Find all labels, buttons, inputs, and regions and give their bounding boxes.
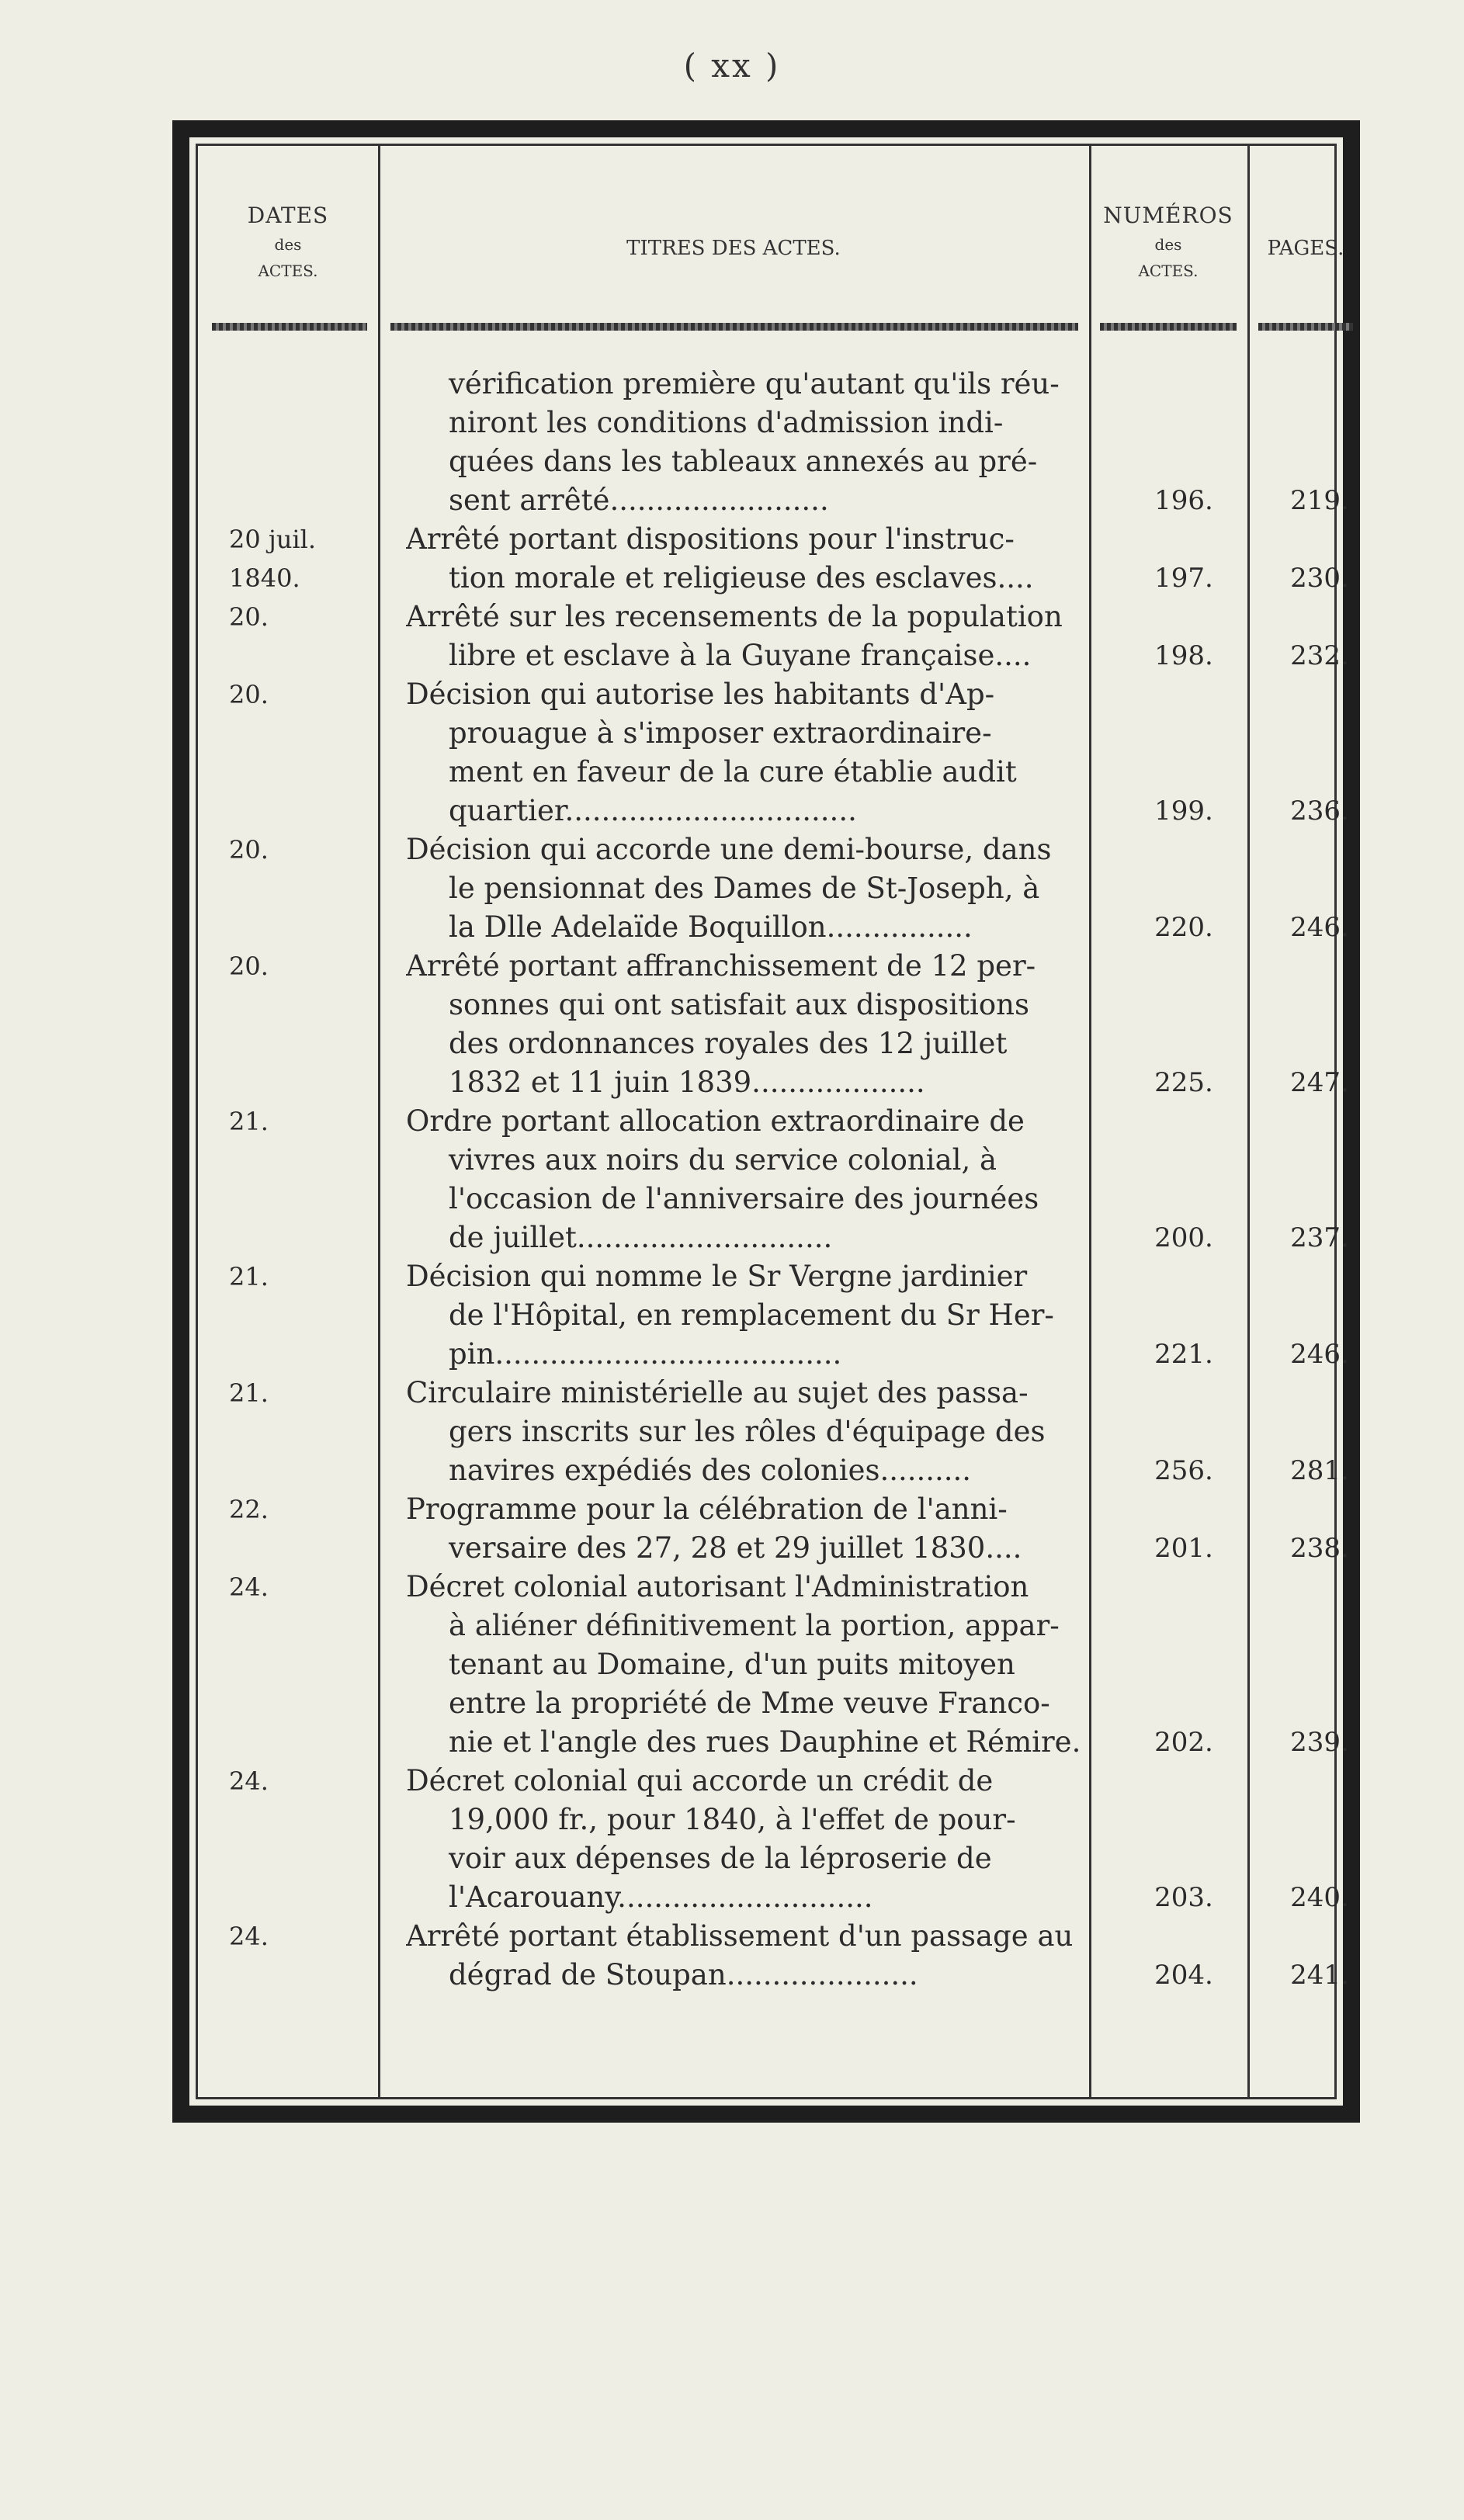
header-pages-label: PAGES. (1267, 237, 1344, 260)
act-title (406, 520, 1105, 598)
act-title-line: vérification première qu'autant qu'ils réu- (449, 367, 1060, 400)
act-title-line: l'Acarouany............................ (449, 1880, 873, 1914)
act-title (406, 598, 1105, 675)
act-number: 220. (1154, 912, 1213, 943)
act-number: 197. (1154, 563, 1213, 594)
act-title-line: tenant au Domaine, d'un puits mitoyen (449, 1648, 1015, 1681)
act-page: 246. (1290, 912, 1349, 943)
act-title-line: le pensionnat des Dames de St-Joseph, à (449, 872, 1040, 905)
act-page: 246. (1290, 1339, 1349, 1370)
act-number: 201. (1154, 1533, 1213, 1564)
act-number: 202. (1154, 1727, 1213, 1758)
act-title-line: des ordonnances royales des 12 juillet (449, 1027, 1008, 1060)
act-page: 281. (1290, 1455, 1349, 1486)
act-number: 204. (1154, 1960, 1213, 1991)
act-title (406, 1374, 1105, 1490)
header-dates (198, 200, 378, 284)
act-date: 20. (229, 951, 269, 981)
act-date: 24. (229, 1766, 269, 1796)
act-title-line: gers inscrits sur les rôles d'équipage des (449, 1415, 1046, 1448)
header-rule (390, 323, 1078, 331)
header-titres-label: TITRES DES ACTES. (626, 237, 841, 260)
act-date: 20. (229, 835, 269, 865)
act-title-line: Décision qui accorde une demi-bourse, dans (406, 833, 1052, 866)
act-title-line: entre la propriété de Mme veuve Franco- (449, 1686, 1050, 1720)
page-number: ( xx ) (683, 47, 781, 85)
act-number: 203. (1154, 1882, 1213, 1913)
act-title-line: 1832 et 11 juin 1839................... (449, 1066, 925, 1099)
act-page: 239. (1290, 1727, 1349, 1758)
act-title-line: navires expédiés des colonies.......... (449, 1454, 972, 1487)
act-title (406, 1762, 1105, 1917)
act-title-line: de juillet............................ (449, 1221, 833, 1254)
act-title-line: l'occasion de l'anniversaire des journées (449, 1182, 1039, 1215)
act-page: 236. (1290, 796, 1349, 827)
header-rule (1258, 323, 1353, 331)
act-title-line: nie et l'angle des rues Dauphine et Rémire. (449, 1725, 1081, 1759)
act-title-line: vivres aux noirs du service colonial, à (449, 1143, 997, 1177)
act-title-line: niront les conditions d'admission indi- (449, 406, 1004, 439)
act-title-line: Décision qui autorise les habitants d'Ap- (406, 678, 995, 711)
column-divider (378, 146, 380, 2097)
act-title (406, 830, 1105, 947)
header-numeros-actes: ACTES. (1138, 262, 1199, 280)
act-date: 24. (229, 1572, 269, 1602)
act-date: 20. (229, 680, 269, 709)
act-title-line: versaire des 27, 28 et 29 juillet 1830.... (449, 1531, 1022, 1565)
header-numeros-label: NUMÉROS (1103, 203, 1233, 228)
act-title (406, 365, 1105, 520)
act-page: 240. (1290, 1882, 1349, 1913)
act-title-line: la Dlle Adelaïde Boquillon................ (449, 910, 973, 944)
act-title-line: Arrêté portant affranchissement de 12 per- (406, 949, 1036, 983)
act-date: 20. (229, 602, 269, 632)
act-title-line: sonnes qui ont satisfait aux dispositions (449, 988, 1029, 1021)
act-page: 230. (1290, 563, 1349, 594)
header-titres (378, 233, 1089, 264)
header-pages (1247, 233, 1364, 264)
act-title-line: sent arrêté........................ (449, 484, 829, 517)
header-numeros (1089, 200, 1247, 284)
header-dates-des: des (274, 235, 302, 254)
act-title (406, 1568, 1105, 1762)
act-number: 199. (1154, 796, 1213, 827)
act-number: 221. (1154, 1339, 1213, 1370)
act-title-line: ment en faveur de la cure établie audit (449, 755, 1017, 789)
act-title (406, 1917, 1105, 1995)
act-number: 200. (1154, 1222, 1213, 1253)
act-title-line: dégrad de Stoupan..................... (449, 1958, 918, 1991)
act-title-line: de l'Hôpital, en remplacement du Sr Her- (449, 1298, 1054, 1332)
header-rule (212, 323, 367, 331)
act-page: 219. (1290, 485, 1349, 516)
act-page: 237. (1290, 1222, 1349, 1253)
act-title (406, 1490, 1105, 1568)
table-inner-border (196, 144, 1349, 2099)
table-frame (172, 120, 1360, 2123)
act-title (406, 675, 1105, 830)
act-number: 198. (1154, 640, 1213, 671)
act-title-line: Circulaire ministérielle au sujet des passa- (406, 1376, 1029, 1409)
column-divider (1247, 146, 1250, 2097)
act-page: 247. (1290, 1067, 1349, 1098)
act-title (406, 1102, 1105, 1257)
act-title-line: prouague à s'imposer extraordinaire- (449, 716, 992, 750)
act-date: 22. (229, 1495, 269, 1524)
header-dates-label: DATES (247, 203, 329, 228)
header-numeros-des: des (1154, 235, 1182, 254)
act-date: 24. (229, 1922, 269, 1951)
act-page: 232. (1290, 640, 1349, 671)
act-title-line: pin...................................... (449, 1337, 842, 1371)
act-date: 21. (229, 1378, 269, 1408)
act-title-line: Arrêté sur les recensements de la population (406, 600, 1063, 633)
act-title-line: quées dans les tableaux annexés au pré- (449, 445, 1038, 478)
act-title (406, 1257, 1105, 1374)
act-title-line: à aliéner définitivement la portion, appar- (449, 1609, 1060, 1642)
act-title-line: Programme pour la célébration de l'anni- (406, 1492, 1008, 1526)
act-title (406, 947, 1105, 1102)
act-number: 225. (1154, 1067, 1213, 1098)
act-title-line: voir aux dépenses de la léproserie de (449, 1842, 992, 1875)
act-number: 256. (1154, 1455, 1213, 1486)
act-date: 21. (229, 1262, 269, 1291)
act-title-line: Arrêté portant établissement d'un passage au (406, 1919, 1074, 1953)
act-title-line: Décision qui nomme le Sr Vergne jardinier (406, 1260, 1028, 1293)
act-title-line: Ordre portant allocation extraordinaire de (406, 1104, 1025, 1138)
act-title-line: libre et esclave à la Guyane française.... (449, 639, 1032, 672)
header-rule (1100, 323, 1237, 331)
act-date: 20 juil. 1840. (229, 525, 317, 593)
header-dates-actes: ACTES. (258, 262, 318, 280)
act-title-line: tion morale et religieuse des esclaves.... (449, 561, 1034, 594)
act-title-line: quartier................................ (449, 794, 857, 827)
act-number: 196. (1154, 485, 1213, 516)
act-title-line: Décret colonial qui accorde un crédit de (406, 1764, 994, 1797)
act-date: 21. (229, 1107, 269, 1136)
act-title-line: Décret colonial autorisant l'Administration (406, 1570, 1029, 1603)
act-title-line: Arrêté portant dispositions pour l'instruc- (406, 522, 1015, 556)
act-page: 238. (1290, 1533, 1349, 1564)
act-page: 241. (1290, 1960, 1349, 1991)
act-title-line: 19,000 fr., pour 1840, à l'effet de pour- (449, 1803, 1016, 1836)
